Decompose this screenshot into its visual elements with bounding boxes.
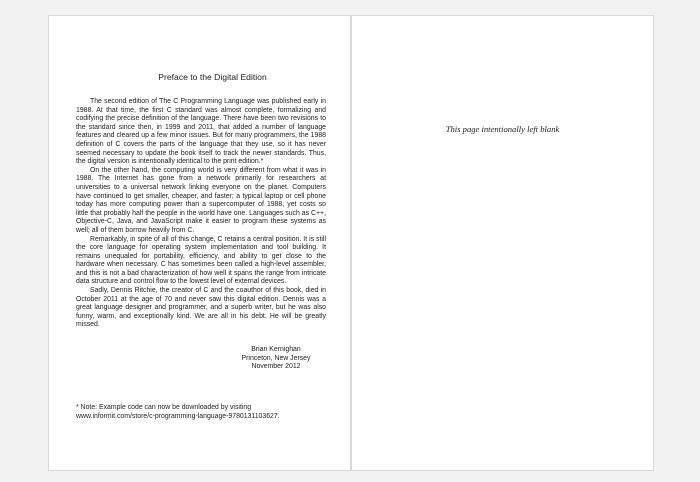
signature-block <box>226 346 326 372</box>
paragraph: Remarkably, in spite of all of this change, C retains a central position. It is still the core language for operating system implementation and tool building. It remains unequaled for portability, efficiency, and ability to get close to the hardware when necessary. C has sometimes been called a high-level assembler, and this is not a bad characterization of how well it spans the range from intricate data structure and control flow to the lowest level of external devices. <box>76 235 326 286</box>
page-title: Preface to the Digital Edition <box>158 72 267 82</box>
signature-place: Princeton, New Jersey <box>241 354 311 362</box>
preface-body <box>76 98 326 330</box>
footnote-url: www.informit.com/store/c-programming-language-9780131103627. <box>76 412 280 420</box>
signature-date: November 2012 <box>251 363 301 371</box>
signature-name: Brian Kernighan <box>251 346 301 353</box>
footnote-line: * Note: Example code can now be downloaded by visiting <box>76 404 252 411</box>
paragraph: The second edition of The C Programming Language was published early in 1988. At that time, the first C standard was almost complete, formalizing and codifying the precise definition of the language. There have been two revisions to the standard since then, in 1999 and 2011, that added a number of language features and cleared up a few minor issues. But for many programmers, the 1988 definition of C covers the parts of the language that they use, so it has never seemed necessary to update the book itself to track the newer standards. Thus, the digital version is intentionally identical to the print edition.* <box>76 98 326 166</box>
blank-page-notice: This page intentionally left blank <box>445 124 560 134</box>
footnote <box>76 404 336 421</box>
right-page <box>351 15 654 471</box>
left-page <box>48 15 351 471</box>
paragraph: Sadly, Dennis Ritchie, the creator of C and the coauthor of this book, died in October 2011 at the age of 70 and never saw this digital edition. Dennis was a great language designer and programmer, and a superb writer, but he was also funny, warm, and exceptionally kind. We are all in his debt. He will be greatly missed. <box>76 287 326 329</box>
paragraph: On the other hand, the computing world is very different from what it was in 1988. The Internet has gone from a network primarily for researchers at universities to a universal network linking everyone on the planet. Computers have continued to get smaller, cheaper, and faster; a typical laptop or cell phone today has more computing power than a supercomputer of 1988, yet costs so little that probably half the people in the world have one. Languages such as C++, Objective-C, Java, and JavaScript make it easier to program these systems as well; all of them borrow heavily from C. <box>76 166 326 234</box>
